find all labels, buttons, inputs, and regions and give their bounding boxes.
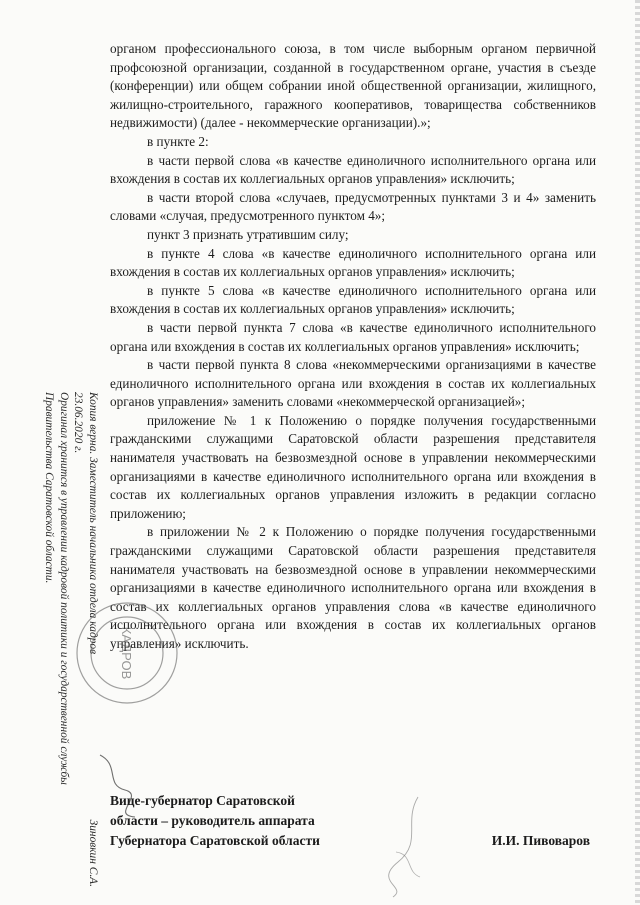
signatory-position: Губернатора Саратовской области [110,833,320,848]
paragraph: в части первой пункта 8 слова «некоммерческими организациями в качестве единоличного исполнительного органа или вхождения в состав их коллегиальных органов управления» заменить словами «некоммерческой организацией»; [110,357,596,410]
document-body [110,40,596,654]
paragraph: в приложении № 2 к Положению о порядке получения государственными гражданскими служащими Саратовской области разрешения представителя нанимателя участвовать на безвозмездной основе в управлении некоммерческими организациями в качестве единоличного исполнительного органа или вхождения в состав их коллегиальных органов управления слова «в качестве единоличного исполнительного органа или вхождения в состав их коллегиальных органов управления» исключить. [110,524,596,651]
signatory-position: Вице-губернатор Саратовской [110,793,295,808]
signatory-name: И.И. Пивоваров [491,833,590,848]
paragraph: в пункте 4 слова «в качестве единоличного исполнительного органа или вхождения в состав их коллегиальных органов управления» исключить; [110,245,596,280]
paragraph: в части второй слова «случаев, предусмотренных пунктами 3 и 4» заменить словами «случая, предусмотренного пунктом 4»; [110,189,596,224]
paragraph: в пункте 5 слова «в качестве единоличного исполнительного органа или вхождения в состав их коллегиальных органов управления» исключить; [110,282,596,317]
paragraph: в части первой слова «в качестве единоличного исполнительного органа или вхождения в состав их коллегиальных органов управления» исключить; [110,152,596,187]
paragraph: пункт 3 признать утратившим силу; [147,226,349,242]
scan-edge [635,0,640,905]
paragraph: в части первой пункта 7 слова «в качестве единоличного исполнительного органа или вхождения в состав их коллегиальных органов управления» исключить; [110,319,596,354]
paragraph: в пункте 2: [147,133,209,149]
signature-block [110,791,596,851]
signatory-position: области – руководитель аппарата [110,813,315,828]
stamp-text: КАДРОВ [119,626,134,680]
certification-line: Копия верна. Заместитель начальника отдела кадров [87,392,99,655]
certification-line: Оригинал хранится в управлении кадровой политики и государственной службы [58,392,70,785]
stamp-seal [72,598,182,708]
paragraph: органом профессионального союза, в том числе выборным органом первичной профсоюзной организации, созданной в государственном органе, участия в съезде (конференции) или общем собрании иной общественной организации, жилищного, жилищно-строительного, гаражного кооперативов, товарищества собственников недвижимости) (далее - некоммерческие организации).»; [110,41,596,131]
certification-date: 23.06.2020 г. [72,392,85,454]
certifier-name: Зиновкин С.А. [87,819,99,887]
paragraph: приложение № 1 к Положению о порядке получения государственными гражданскими служащими Саратовской области разрешения представителя нанимателя участвовать на безвозмездной основе в управлении некоммерческими организациями в качестве единоличного исполнительного органа или вхождения в состав их коллегиальных органов управления изложить в редакции согласно приложению; [110,412,596,521]
certification-line: Правительства Саратовской области. [43,392,56,584]
